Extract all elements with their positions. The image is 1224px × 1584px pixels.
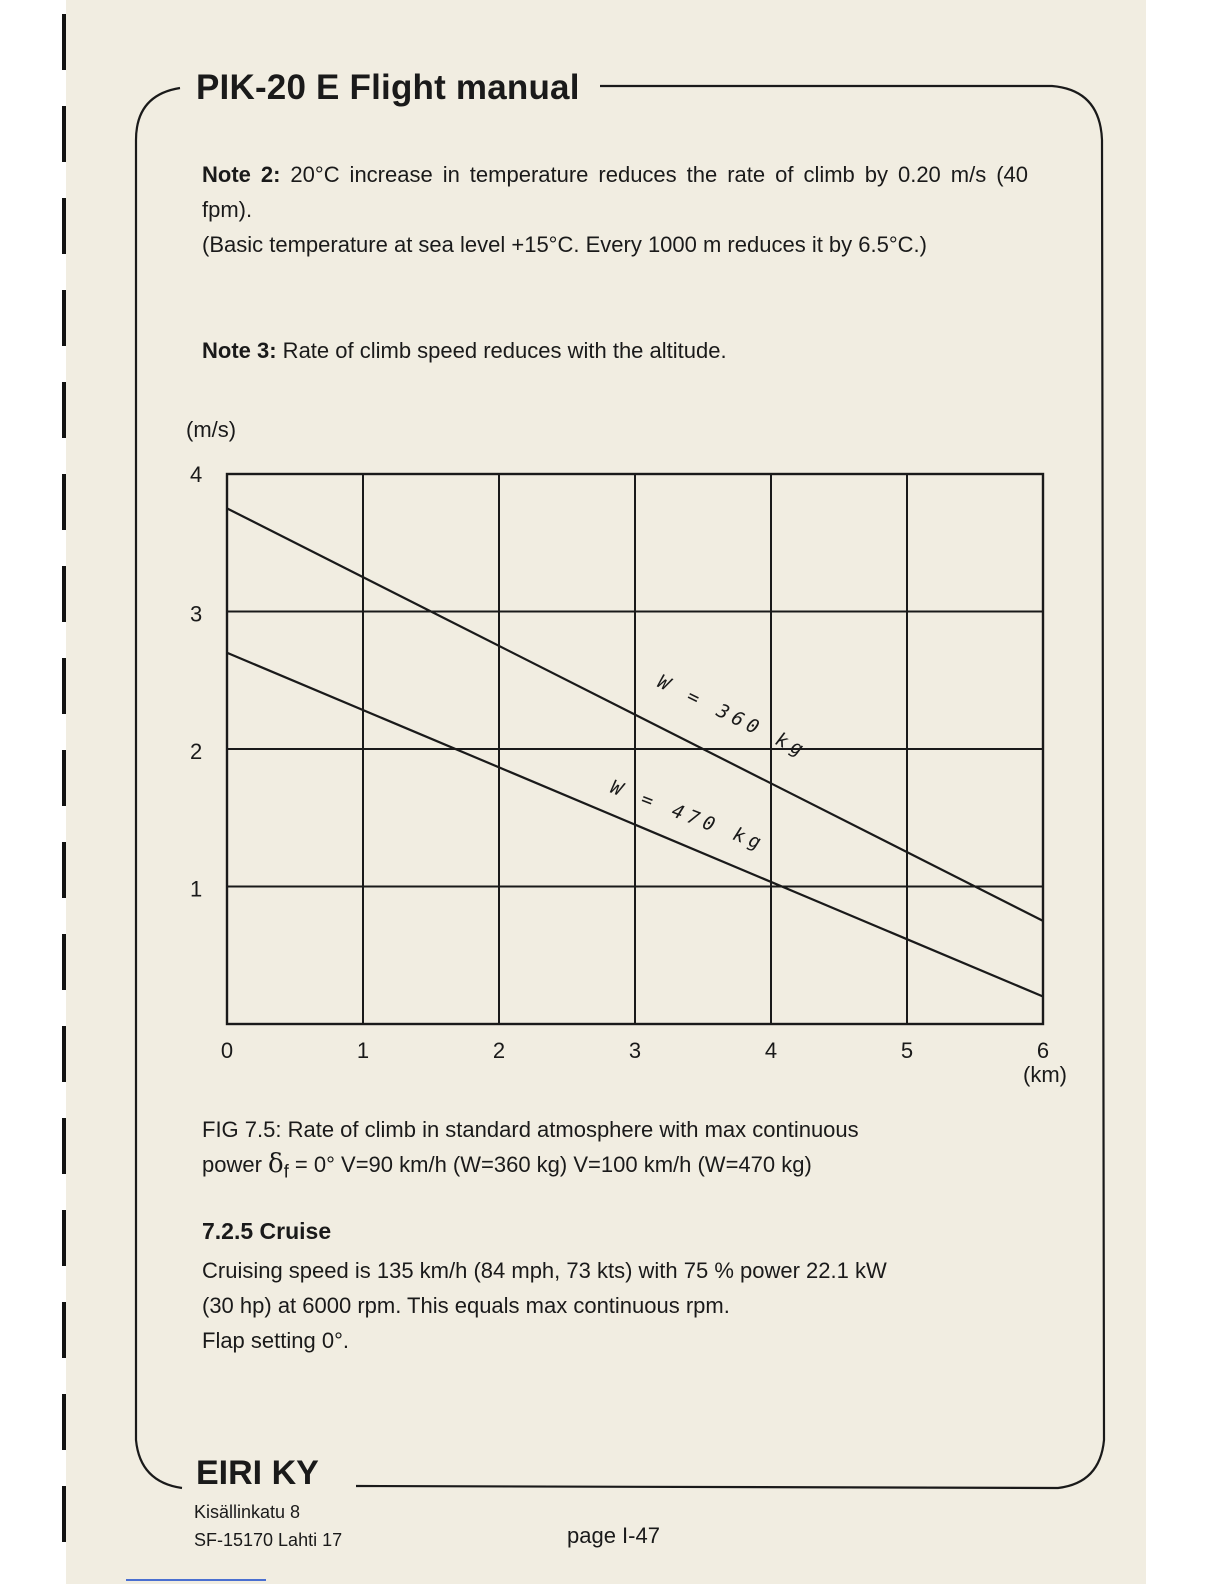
page-number: page I-47 [567,1523,660,1548]
series-label-470kg: W = 470 kg [607,776,769,856]
caption-line-1: FIG 7.5: Rate of climb in standard atmosphere with max continuous [202,1117,859,1142]
note-3-text: Rate of climb speed reduces with the altitude. [276,338,727,363]
cruise-line-2: (30 hp) at 6000 rpm. This equals max continuous rpm. [202,1293,730,1318]
x-tick-label: 6 [1036,1038,1050,1063]
x-axis-label: (km) [1023,1062,1067,1087]
x-tick-label: 0 [220,1038,234,1063]
series-label-360kg: W = 360 kg [653,670,812,763]
caption-line-2: = 0° V=90 km/h (W=360 kg) V=100 km/h (W=470 kg) [294,1152,812,1177]
x-tick-labels [221,1038,1049,1063]
note-2-text: 20°C increase in temperature reduces the rate of climb by 0.20 m/s (40 fpm). [202,162,1028,222]
x-tick-label: 5 [900,1038,914,1063]
cruise-line-1: Cruising speed is 135 km/h (84 mph, 73 kts) with 75 % power 22.1 kW [202,1258,887,1283]
note-2-basic-temperature: (Basic temperature at sea level +15°C. Every 1000 m reduces it by 6.5°C.) [202,232,927,257]
figure-caption [202,1112,1028,1188]
x-tick-label: 1 [356,1038,370,1063]
footer-company: EIRI KY [192,1454,325,1493]
y-axis-label: (m/s) [186,417,237,442]
cruise-text [202,1253,1032,1358]
footer-address-2: SF-15170 Lahti 17 [194,1530,343,1550]
note-2-label: Note 2: [202,162,281,187]
footer-address-1: Kisällinkatu 8 [194,1502,301,1522]
y-tick-label: 1 [190,876,203,902]
cruise-line-3: Flap setting 0°. [202,1328,349,1353]
flap-symbol: δ [268,1149,284,1179]
y-tick-labels [190,462,202,902]
x-tick-label: 4 [764,1038,778,1063]
section-title-cruise: 7.2.5 Cruise [202,1218,332,1244]
flap-symbol-subscript: f [283,1160,289,1182]
chart-grid [227,474,1043,1024]
y-tick-label: 3 [190,601,203,627]
note-3-label: Note 3: [202,338,277,363]
link-underline [126,1579,266,1581]
page-title: PIK-20 E Flight manual [192,68,584,108]
y-tick-label: 2 [190,739,203,764]
x-tick-label: 3 [628,1038,642,1063]
x-tick-label: 2 [492,1038,506,1063]
y-tick-label: 4 [190,462,203,487]
caption-power-word: power [202,1152,262,1177]
